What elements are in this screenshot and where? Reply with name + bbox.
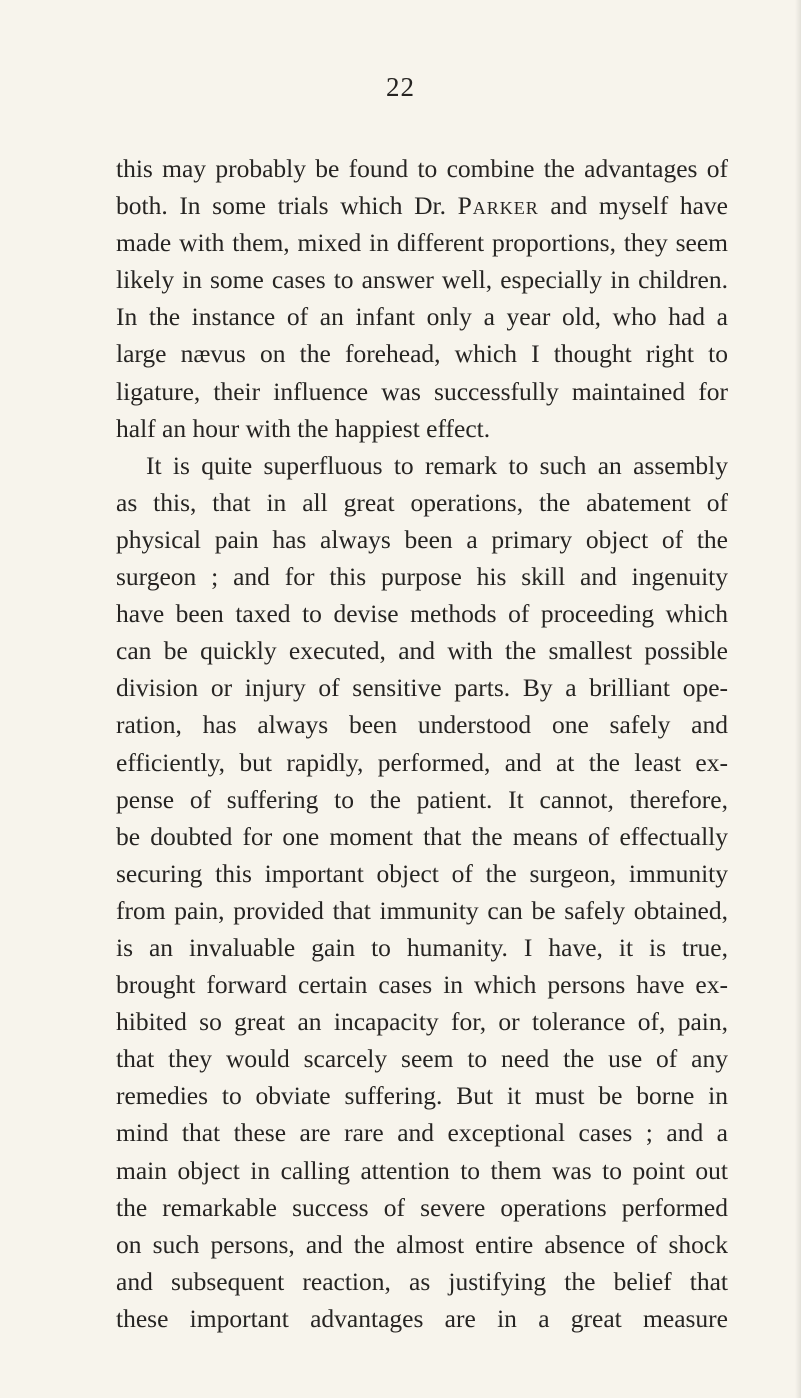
text-line: In the instance of an infant only a year old, who had a — [116, 302, 728, 332]
text-line: large nævus on the forehead, which I thought right to — [116, 339, 728, 369]
text-line: made with them, mixed in different proportions, they seem — [116, 228, 728, 258]
text-line: and subsequent reaction, as justifying the belief that — [116, 1266, 728, 1296]
text-fragment: both. In some trials which Dr. — [116, 191, 458, 221]
text-line: the remarkable success of severe operations performed — [116, 1192, 728, 1222]
text-fragment: and myself have — [538, 191, 728, 221]
text-line: brought forward certain cases in which persons have ex- — [116, 970, 728, 1000]
text-line: It is quite superfluous to remark to such an assembly — [146, 450, 728, 480]
text-line: this may probably be found to combine the advantages of — [116, 154, 728, 183]
text-line: remedies to obviate suffering. But it must be borne in — [116, 1081, 728, 1111]
text-line: pense of suffering to the patient. It cannot, therefore, — [116, 784, 728, 814]
text-line: is an invaluable gain to humanity. I have, it is true, — [116, 932, 728, 962]
page-edge-shadow — [795, 0, 801, 1398]
text-line: from pain, provided that immunity can be safely obtained, — [116, 895, 728, 925]
page-number: 22 — [386, 72, 415, 102]
author-name: Parker — [457, 191, 539, 221]
text-line: have been taxed to devise methods of proceeding which — [116, 599, 728, 629]
text-line: ration, has always been understood one safely and — [116, 710, 728, 740]
text-line: these important advantages are in a great measure — [116, 1303, 728, 1333]
body-text — [116, 150, 728, 1337]
text-line: as this, that in all great operations, the abatement of — [116, 487, 728, 517]
text-line: likely in some cases to answer well, especially in children. — [116, 265, 728, 295]
text-line: securing this important object of the surgeon, immunity — [116, 858, 728, 888]
text-line: physical pain has always been a primary object of the — [116, 524, 728, 554]
text-line: be doubted for one moment that the means of effectually — [116, 821, 728, 851]
text-line: ligature, their influence was successfully maintained for — [116, 376, 728, 406]
text-line: hibited so great an incapacity for, or tolerance of, pain, — [116, 1007, 728, 1037]
text-line — [116, 187, 728, 224]
text-line: that they would scarcely seem to need the use of any — [116, 1044, 728, 1074]
text-line: division or injury of sensitive parts. By a brilliant ope- — [116, 673, 728, 703]
text-line: main object in calling attention to them was to point out — [116, 1155, 728, 1185]
text-line: on such persons, and the almost entire absence of shock — [116, 1229, 728, 1259]
text-line: half an hour with the happiest effect. — [116, 413, 491, 443]
text-line: efficiently, but rapidly, performed, and at the least ex- — [116, 747, 728, 777]
text-line: can be quickly executed, and with the smallest possible — [116, 636, 728, 666]
text-line: mind that these are rare and exceptional cases ; and a — [116, 1118, 728, 1148]
text-line: surgeon ; and for this purpose his skill and ingenuity — [116, 562, 728, 592]
